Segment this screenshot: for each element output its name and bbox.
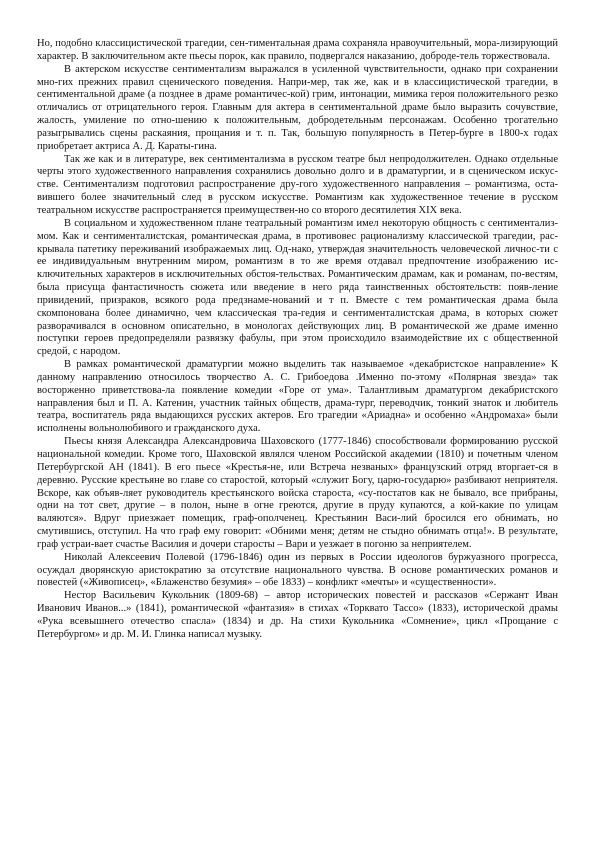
- paragraph-1: Но, подобно классицистической трагедии, сен-тиментальная драма сохраняла нравоучительный, мора-лизирующий характер. В заключительном акте пьесы порок, как правило, подвергался наказанию, доброде-тель торжествовала.: [37, 38, 558, 62]
- paragraph-5: В рамках романтической драматургии можно выделить так называемое «декабристское направление» К данному направлению относилось творчество А. С. Грибоедова .Именно по-этому «Полярная звезда» так восторженно приветствова-ла появление комедии «Горе от ума». Талантливым драматургом декабристского направления был и П. А. Катенин, участник тайных обществ, драма-тург, переводчик, тонкий знаток и любитель театра, воспитатель ряда выдающихся русских актеров. Его трагедии «Ариадна» и особенно «Андромаха» были исполнены вольнолюбивого и гражданского духа.: [37, 359, 558, 435]
- paragraph-4: В социальном и художественном плане театральный романтизм имел некоторую общность с сентиментализ-мом. Как и сентименталистская, романтическая драма, в противовес рационализму классической трагедии, рас-крывала патетику переживаний изображаемых лиц. Од-нако, утверждая значительность человеческой личнос-ти с ее индивидуальным внутренним миром, романтизм в то же время отдавал предпочтение изображению ис-ключительных характеров в исключительных обстоя-тельствах. Романтическим драмам, как и романам, по-вестям, была присуща фантастичность сюжета или введение в него ряда таинственных обстоятельств: появ-ление привидений, призраков, всякого рода предзнаме-нований и т п. Вместе с тем романтическая драма была скомпонована более динамично, чем классическая тра-гедия и сентименталистская драма, в которых сюжет разворачивался в основном описательно, в монологах действующих лиц. В романтической же драме именно поступки героев предопределяли развязку фабулы, при этом происходило взаимодействие их с общественной средой, с народом.: [37, 217, 558, 358]
- paragraph-8: Нестор Васильевич Кукольник (1809-68) – автор исторических повестей и рассказов «Сержант Иван Иванович Иванов...» (1841), романтической «фантазия» в стихах «Торквато Тассо» (1833), исторической драмы «Рука всевышнего отечество спасла» (1834) и др. На стихи Кукольника «Сомнение», цикл «Прощание с Петербургом» и др. М. И. Глинка написал музыку.: [37, 590, 558, 640]
- paragraph-2: В актерском искусстве сентиментализм выражался в усиленной чувствительности, однако при сохранении мно-гих прежних правил сценического поведения. Напри-мер, так же, как и в классицистической трагедии, в сентиментальной драме (а позднее в драме романтичес-кой) грим, интонации, мимика героя положительного резко отличались от отрицательного героя. Главным для актера в сентиментальной драме было выразить сочувствие, жалость, умиление по отно-шению к положительным, добродетельным персонажам. Особенно трогательно разыгрывались сцены раскаяния, прощания и т. п. Так, большую популярность в Петер-бурге в 1800-х годах приобретает актриса А. Д. Караты-гина.: [37, 63, 558, 152]
- paragraph-7: Николай Алексеевич Полевой (1796-1846) один из первых в России идеологов буржуазного прогресса, осуждал дворянскую аристократию за отсутствие национального чувства. В основе романтических романов и повестей («Живописец», «Блаженство безумия» – обе 1833) – конфликт «мечты» и «существенности».: [37, 551, 558, 589]
- paragraph-3: Так же как и в литературе, век сентиментализма в русском театре был непродолжителен. Однако отдельные черты этого художественного направления сохранялись довольно долго и в драматургии, и в сценическом искус-стве. Сентиментализм подготовил распространение дру-гого художественного направления – романтизма, оста-вившего более значительный след в русском искусстве. Романтизм как художественное течение в русском театральном искусстве распространяется преимуществен-но со второго десятилетия XIX века.: [37, 153, 558, 216]
- paragraph-6: Пьесы князя Александра Александровича Шаховского (1777-1846) способствовали формированию русской национальной комедии. Кроме того, Шаховской являлся членом Российской академии (1810) и почетным членом Петербургской АН (1841). В его пьесе «Крестья-не, или Встреча незваных» французский отряд вторгает-ся в деревню. Русские крестьяне во главе со старостой, который «служит Богу, царю-государю» разбивают неприятеля. Вскоре, как объяв-ляет руководитель крестьянского войска староста, «су-постатов как не бывало, все прибраны, одни на тот свет, другие – в полон, ныне в огне греются, другие в пруду купаются, а кой-какие по улицам валяются». Вдруг приезжает помещик, граф-ополченец. Крестьянин Васи-лий бросился его обнимать, но смутившись, отступил. На что граф ему говорит: «Обними меня; детям не стыдно обнимать отца!». В результате, граф устраи-вает счастье Василия и дочери старосты – Вари и уезжает в погоню за неприятелем.: [37, 436, 558, 550]
